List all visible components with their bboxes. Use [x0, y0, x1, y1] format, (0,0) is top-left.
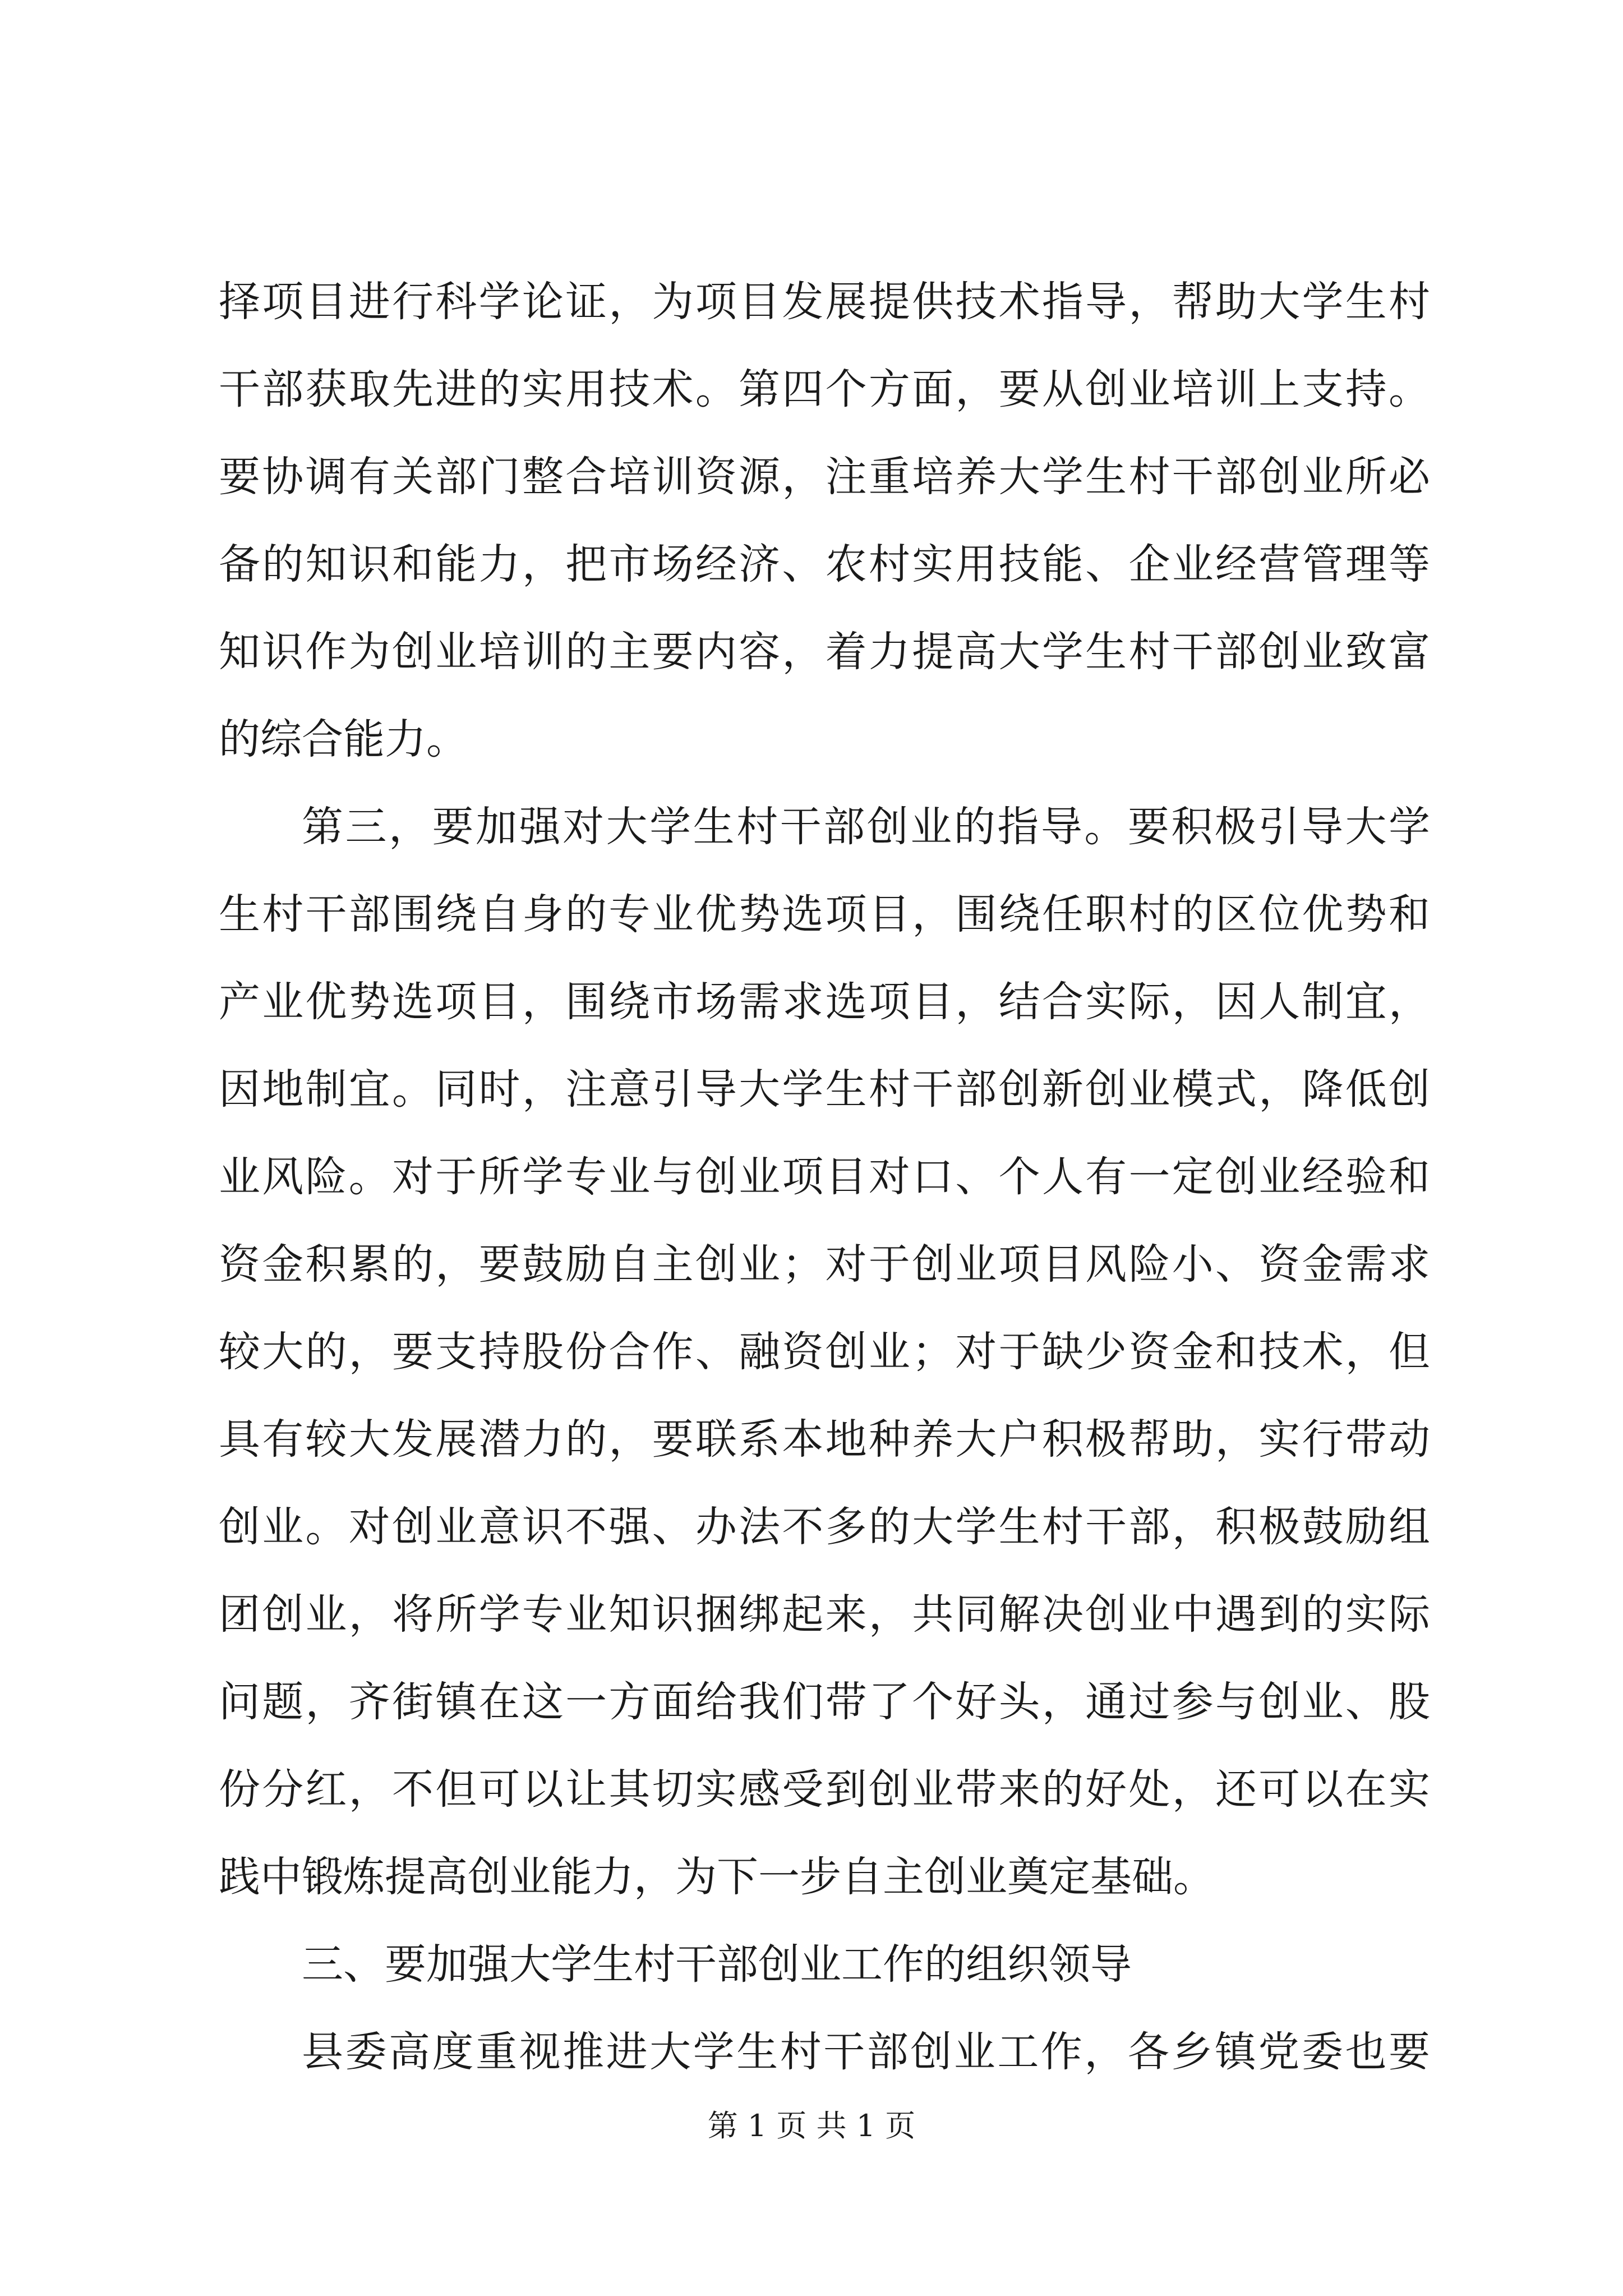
text-line: 业风险。对于所学专业与创业项目对口、个人有一定创业经验和	[219, 1153, 1430, 1201]
page-footer: 第 1 页 共 1 页	[707, 2108, 916, 2143]
text-line: 干部获取先进的实用技术。第四个方面，要从创业培训上支持。	[219, 365, 1430, 413]
text-line: 团创业，将所学专业知识捆绑起来，共同解决创业中遇到的实际	[219, 1590, 1430, 1639]
text-line: 县委高度重视推进大学生村干部创业工作，各乡镇党委也要	[302, 2028, 1430, 2076]
text-line: 知识作为创业培训的主要内容，着力提高大学生村干部创业致富	[219, 628, 1430, 676]
text-line: 践中锻炼提高创业能力，为下一步自主创业奠定基础。	[219, 1853, 1215, 1901]
text-line: 生村干部围绕自身的专业优势选项目，围绕任职村的区位优势和	[219, 890, 1430, 938]
text-line: 要协调有关部门整合培训资源，注重培养大学生村干部创业所必	[219, 453, 1430, 501]
text-line: 择项目进行科学论证，为项目发展提供技术指导，帮助大学生村	[219, 278, 1430, 326]
text-line: 第三，要加强对大学生村干部创业的指导。要积极引导大学	[302, 803, 1430, 851]
text-line: 的综合能力。	[219, 715, 468, 763]
text-line: 因地制宜。同时，注意引导大学生村干部创新创业模式，降低创	[219, 1065, 1430, 1114]
text-line: 创业。对创业意识不强、办法不多的大学生村干部，积极鼓励组	[219, 1503, 1430, 1551]
text-line: 备的知识和能力，把市场经济、农村实用技能、企业经营管理等	[219, 540, 1430, 588]
text-line: 问题，齐街镇在这一方面给我们带了个好头，通过参与创业、股	[219, 1678, 1430, 1726]
text-line: 份分红，不但可以让其切实感受到创业带来的好处，还可以在实	[219, 1765, 1430, 1814]
text-line: 具有较大发展潜力的，要联系本地种养大户积极帮助，实行带动	[219, 1415, 1430, 1464]
text-line: 产业优势选项目，围绕市场需求选项目，结合实际，因人制宜，	[219, 978, 1430, 1026]
document-body	[219, 258, 1430, 2096]
text-line: 较大的，要支持股份合作、融资创业；对于缺少资金和技术，但	[219, 1328, 1430, 1376]
section-heading: 三、要加强大学生村干部创业工作的组织领导	[302, 1940, 1132, 1989]
text-line: 资金积累的，要鼓励自主创业；对于创业项目风险小、资金需求	[219, 1240, 1430, 1289]
